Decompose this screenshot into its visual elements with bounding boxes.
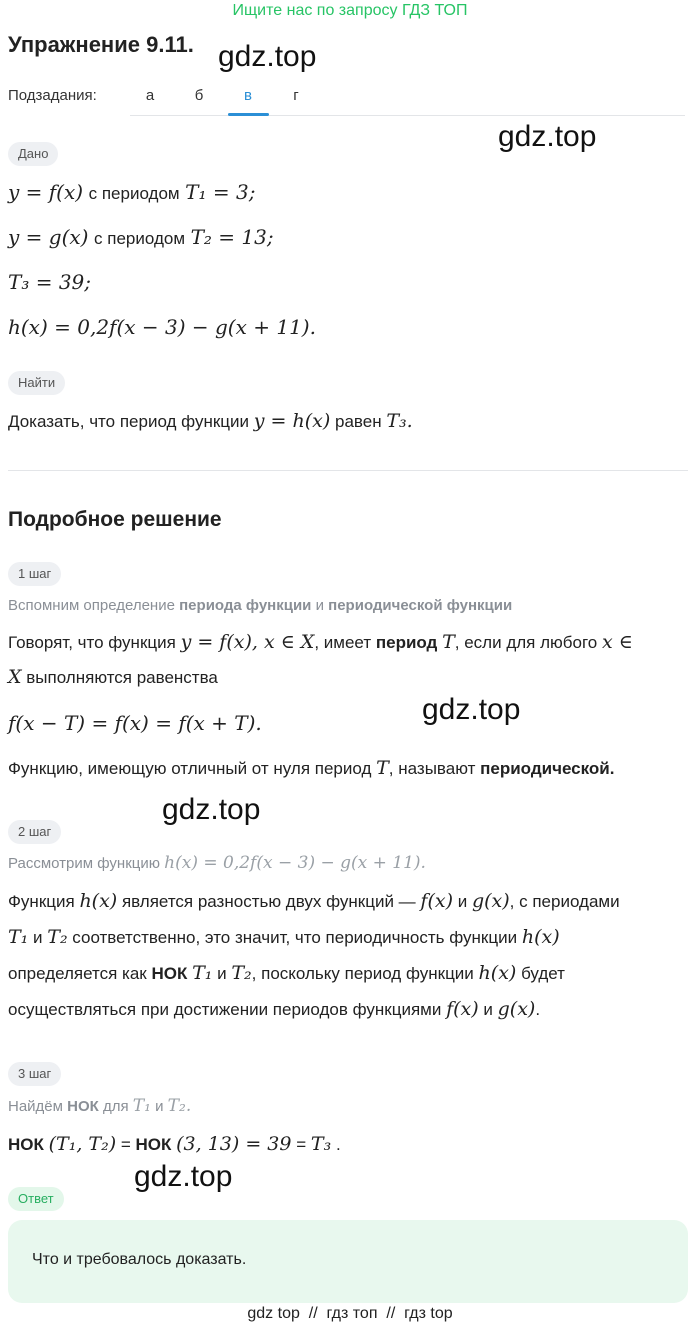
given-g-period: T₂ = 13; (190, 225, 274, 249)
step2-hint (8, 851, 426, 876)
step3-hint-prefix: Найдём (8, 1098, 63, 1115)
step2-l2-m3: h(x) (521, 926, 560, 948)
subtasks-divider (130, 115, 685, 116)
step1-p1-math4: X (8, 666, 22, 688)
step2-l4-a: осуществляться при достижении периодов функциями (8, 1000, 442, 1019)
find-text (8, 409, 413, 434)
given-f-math: y = f(x) (8, 180, 84, 204)
solution-title: Подробное решение (8, 508, 222, 531)
answer-box (8, 1220, 688, 1303)
step2-l2-m2: T₂ (47, 926, 68, 948)
step2-l3-bold: НОК (151, 964, 188, 983)
step2-l4-c: . (535, 1000, 541, 1019)
step2-l3-b: и (217, 964, 227, 983)
step2-l1-m2: f(x) (420, 890, 453, 912)
step3-eq-m3: T₃ (310, 1133, 332, 1155)
step1-p2-bold: периодической. (480, 759, 615, 778)
step2-badge: 2 шаг (8, 820, 61, 844)
step1-p2-b: , называют (388, 759, 476, 778)
step3-eq-m1: (T₁, T₂) (48, 1133, 117, 1155)
step3-hint-m1: T₁ (132, 1096, 151, 1116)
step1-hint-prefix: Вспомним определение (8, 597, 175, 614)
tab-a[interactable]: а (145, 87, 155, 104)
given-f-text: с периодом (88, 184, 180, 203)
step3-hint-and: и (155, 1098, 164, 1115)
step1-p1-line1 (8, 630, 633, 655)
given-g-text: с периодом (94, 229, 186, 248)
subtasks-label: Подзадания: (8, 87, 97, 104)
step1-hint (8, 594, 512, 618)
step2-l3-m1: T₁ (192, 962, 213, 984)
step2-line4 (8, 997, 540, 1022)
step1-p1-c: , если для любого (454, 633, 598, 652)
step2-l1-d: , с периодами (509, 892, 620, 911)
step2-l3-m3: h(x) (478, 962, 517, 984)
step2-l4-m2: g(x) (497, 998, 536, 1020)
step1-p1-line2 (8, 665, 218, 690)
given-t3: T₃ = 39; (8, 270, 92, 294)
step3-eq-eq2: = (296, 1135, 307, 1154)
footer-links[interactable]: gdz top // гдз топ // гдз top (247, 1305, 453, 1322)
step2-l2-m1: T₁ (8, 926, 29, 948)
step3-eq-end: . (335, 1135, 341, 1154)
section-divider (8, 470, 688, 471)
given-f-period: T₁ = 3; (185, 180, 256, 204)
step3-badge: 3 шаг (8, 1062, 61, 1086)
find-badge: Найти (8, 371, 65, 395)
top-banner[interactable]: Ищите нас по запросу ГДЗ ТОП (232, 2, 468, 19)
tab-g[interactable]: г (293, 87, 299, 104)
step3-hint-mid: для (102, 1098, 129, 1115)
step1-p2-a: Функцию, имеющую отличный от нуля период (8, 759, 372, 778)
step2-l1-a: Функция (8, 892, 75, 911)
step2-l1-m3: g(x) (471, 890, 510, 912)
step2-l2-a: и (33, 928, 43, 947)
find-prefix: Доказать, что период функции (8, 412, 250, 431)
step1-hint-and: и (315, 597, 324, 614)
step2-line2 (8, 925, 560, 950)
watermark-3: gdz.top (422, 693, 521, 726)
step2-l4-m1: f(x) (446, 998, 479, 1020)
answer-badge: Ответ (8, 1187, 64, 1211)
step2-l3-d: будет (521, 964, 565, 983)
given-h-def: h(x) = 0,2f(x − 3) − g(x + 11). (8, 315, 316, 339)
step1-equality: f(x − T) = f(x) = f(x + T). (8, 711, 262, 735)
step1-p1-math2: T (442, 631, 455, 653)
step1-hint-term1: периода функции (179, 597, 312, 614)
step1-p2 (8, 756, 614, 781)
step3-eq-bold2: НОК (135, 1135, 172, 1154)
step2-hint-prefix: Рассмотрим функцию (8, 855, 160, 872)
active-tab-underline (228, 113, 269, 116)
answer-text: Что и требовалось доказать. (32, 1251, 247, 1268)
step3-eq-bold1: НОК (8, 1135, 44, 1154)
tab-b[interactable]: б (194, 87, 204, 104)
step3-hint (8, 1094, 191, 1119)
step3-equation (8, 1132, 341, 1157)
step2-line3 (8, 961, 565, 986)
given-f-line (8, 180, 255, 205)
step3-eq-m2: (3, 13) = 39 (176, 1133, 292, 1155)
step2-l3-a: определяется как (8, 964, 147, 983)
step3-hint-bold: НОК (67, 1098, 99, 1115)
step3-eq-eq1: = (120, 1135, 131, 1154)
step1-p1-math3: x ∈ (601, 631, 633, 653)
step1-p1-d: выполняются равенства (26, 668, 218, 687)
step2-hint-math: h(x) = 0,2f(x − 3) − g(x + 11). (164, 853, 426, 873)
step1-p1-b: , имеет (314, 633, 372, 652)
given-badge: Дано (8, 142, 58, 166)
watermark-1: gdz.top (218, 40, 317, 73)
step2-l4-b: и (483, 1000, 493, 1019)
page-title: Упражнение 9.11. (8, 32, 194, 57)
watermark-2: gdz.top (498, 120, 597, 153)
step1-p1-bold: период (375, 633, 438, 652)
step2-l3-c: , поскольку период функции (251, 964, 474, 983)
step1-hint-term2: периодической функции (328, 597, 513, 614)
find-mid: равен (335, 412, 382, 431)
given-g-math: y = g(x) (8, 225, 89, 249)
step2-l2-b: соответственно, это значит, что периодичность функции (72, 928, 518, 947)
tab-v[interactable]: в (244, 87, 252, 104)
step3-hint-m2: T₂. (167, 1096, 192, 1116)
step1-p1-a: Говорят, что функция (8, 633, 176, 652)
given-g-line (8, 225, 274, 250)
step2-l1-m1: h(x) (79, 890, 118, 912)
step2-line1 (8, 889, 620, 914)
watermark-4: gdz.top (162, 793, 261, 826)
find-math2: T₃. (386, 410, 413, 432)
step1-p2-math: T (376, 757, 389, 779)
step1-badge: 1 шаг (8, 562, 61, 586)
step2-l1-b: является разностью двух функций — (121, 892, 416, 911)
step2-l1-c: и (457, 892, 468, 911)
step2-l3-m2: T₂ (231, 962, 252, 984)
watermark-5: gdz.top (134, 1160, 233, 1193)
step1-p1-math1: y = f(x), x ∈ X (180, 631, 315, 653)
find-math1: y = h(x) (253, 410, 331, 432)
